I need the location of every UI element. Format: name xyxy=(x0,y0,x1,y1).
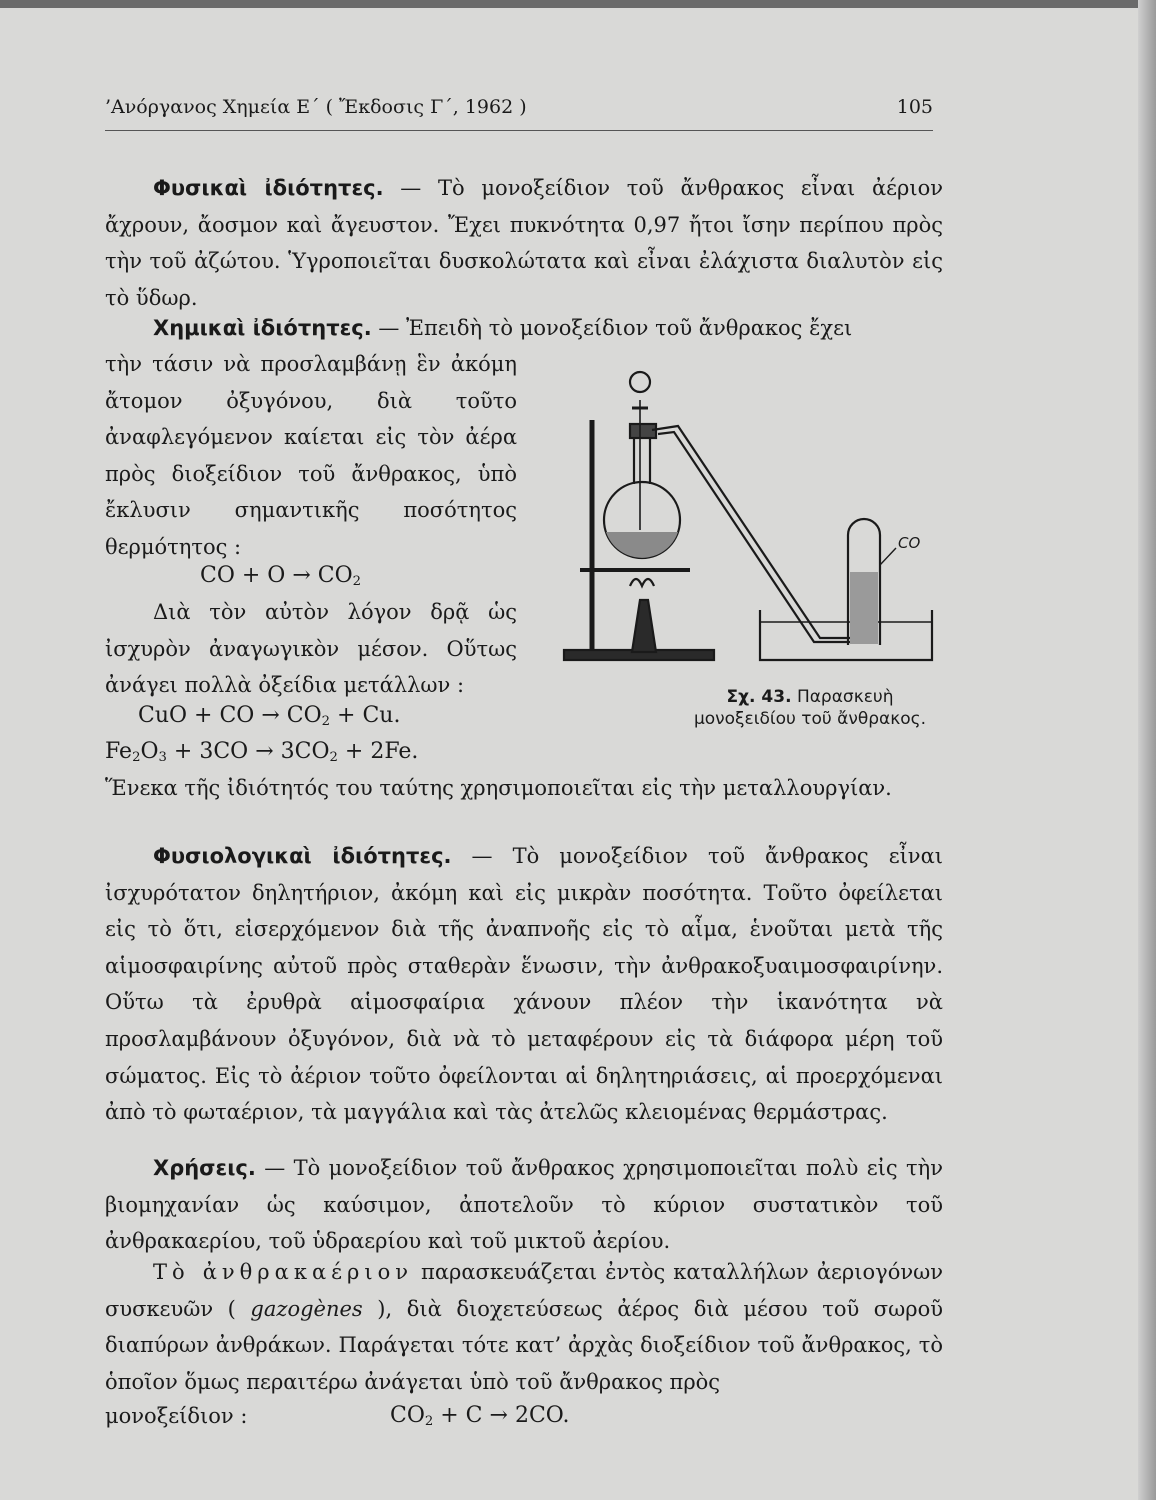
co-pointer xyxy=(880,548,896,565)
flask-liquid xyxy=(606,532,678,558)
eq4-c: + C xyxy=(433,1403,483,1428)
eq2-arrow: → xyxy=(261,703,280,728)
eq3-sub-o: 3 xyxy=(158,750,167,765)
eq1-left: CO + O xyxy=(200,563,286,588)
figure-caption-text: Παρασκευὴ μονοξειδίου τοῦ ἄνθρακος. xyxy=(693,687,927,729)
eq4-arrow: → xyxy=(489,1403,508,1428)
funnel-bulb xyxy=(630,372,650,392)
chemical-properties-intro xyxy=(105,310,943,347)
co-label: CO xyxy=(898,534,921,552)
eq3-fe-product: + 2Fe. xyxy=(337,739,419,764)
physiological-properties-paragraph xyxy=(105,838,943,1131)
trough xyxy=(760,610,932,660)
chemical-properties-body: τὴν τάσιν νὰ προσλαμβάνῃ ἓν ἀκόμη ἄτομον ὀξυγόνου, διὰ τοῦτο ἀναφλεγόμενον καίεται εἰς τὸν ἀέρα πρὸς διοξείδιον τοῦ ἄνθρακος, ὑπὸ ἔκλυσιν σημαντικῆς ποσότητος θερμότητος : xyxy=(105,352,517,559)
eq3-fe: Fe xyxy=(105,739,133,764)
eq1-arrow: → xyxy=(292,563,311,588)
eq3-sub-co2: 2 xyxy=(329,750,338,765)
chemical-properties-intro-text: — Ἐπειδὴ τὸ μονοξείδιον τοῦ ἄνθρακος ἔχει xyxy=(371,316,853,340)
scan-top-edge xyxy=(0,0,1156,8)
physical-properties-heading: Φυσικαὶ ἰδιότητες. xyxy=(153,176,384,200)
eq2-left: CuO + CO xyxy=(138,703,255,728)
monoxide-label: μονοξείδιον : xyxy=(105,1404,248,1428)
gazogenes-term: gazogènes xyxy=(250,1296,363,1321)
eq2-right-b: + Cu. xyxy=(330,703,401,728)
apparatus-figure xyxy=(560,360,940,670)
eq4-sub: 2 xyxy=(424,1414,434,1429)
figure-caption xyxy=(680,686,940,730)
eq3-co2: 3CO xyxy=(280,739,330,764)
scan-right-edge xyxy=(1138,0,1156,1500)
physical-properties-paragraph xyxy=(105,170,943,316)
flame xyxy=(630,579,654,586)
uses-paragraph xyxy=(105,1150,943,1260)
eq3-o: O xyxy=(140,739,159,764)
collecting-tube-water xyxy=(850,572,878,644)
eq4-co: CO xyxy=(390,1403,425,1428)
figure-label: Σχ. 43. xyxy=(726,687,792,707)
flask-stopper xyxy=(630,424,656,438)
producer-gas-text-b: ), διὰ διοχετεύσεως ἀέρος διὰ μέσου τοῦ σωροῦ διαπύρων ἀνθράκων. Παράγεται τότε κατ’ ἀρχὰς διοξείδιον τοῦ ἄνθρακος, τὸ ὁποῖον ὅμως περαιτέρω ἀνάγεται ὑπὸ τοῦ ἄνθρακος πρὸς xyxy=(105,1296,943,1394)
eq3-arrow: → xyxy=(255,739,274,764)
eq3-co: + 3CO xyxy=(166,739,249,764)
eq1-right: CO xyxy=(317,563,353,588)
producer-gas-term: Τὸ ἀνθρακαέριον xyxy=(153,1260,413,1284)
producer-gas-text-a: παρασκευάζεται ἐντὸς καταλλήλων ἀεριογόνων συσκευῶν ( xyxy=(105,1260,943,1321)
burner xyxy=(632,600,656,652)
eq2-sub: 2 xyxy=(321,714,331,729)
eq3-sub-fe: 2 xyxy=(132,750,141,765)
uses-heading: Χρήσεις. xyxy=(153,1156,256,1180)
metallurgy-paragraph: Ἕνεκα τῆς ἰδιότητός του ταύτης χρησιμοποιεῖται εἰς τὴν μεταλλουργίαν. xyxy=(105,776,892,800)
page-number: 105 xyxy=(896,96,933,118)
running-header xyxy=(105,96,933,131)
producer-gas-paragraph xyxy=(105,1254,943,1400)
eq1-sub: 2 xyxy=(352,574,362,589)
eq2-right-a: CO xyxy=(286,703,322,728)
uses-text: — Τὸ μονοξείδιον τοῦ ἄνθρακος χρησιμοποιεῖται πολὺ εἰς τὴν βιομηχανίαν ὡς καύσιμον, ἀποτελοῦν τὸ κύριον συστατικὸν τοῦ ἀνθρακαερίου, τοῦ ὑδραερίου καὶ τοῦ μικτοῦ ἀερίου. xyxy=(105,1156,943,1254)
chemical-properties-heading: Χημικαὶ ἰδιότητες. xyxy=(153,316,372,340)
physiological-properties-heading: Φυσιολογικαὶ ἰδιότητες. xyxy=(153,844,452,868)
physical-properties-text: — Τὸ μονοξείδιον τοῦ ἄνθρακος εἶναι ἀέριον ἄχρουν, ἄοσμον καὶ ἄγευστον. Ἔχει πυκνότητα 0,97 ἤτοι ἴσην περίπου πρὸς τὴν τοῦ ἀζώτου. Ὑγροποιεῖται δυσκολώτατα καὶ εἶναι ἐλάχιστα διαλυτὸν εἰς τὸ ὕδωρ. xyxy=(105,176,944,310)
physiological-properties-text: — Τὸ μονοξείδιον τοῦ ἄνθρακος εἶναι ἰσχυρότατον δηλητήριον, ἀκόμη καὶ εἰς μικρὰν ποσότητα. Τοῦτο ὀφείλεται εἰς τὸ ὅτι, εἰσερχόμενον διὰ τῆς ἀναπνοῆς εἰς τὸ αἷμα, ἑνοῦται μετὰ τῆς αἱμοσφαιρίνης αὐτοῦ πρὸς σταθερὰν ἕνωσιν, τὴν ἀνθρακοξυαιμοσφαιρίνην. Οὕτω τὰ ἐρυθρὰ αἱμοσφαίρια χάνουν πλέον τὴν ἱκανότητα νὰ προσλαμβάνουν ὀξυγόνον, διὰ νὰ τὸ μεταφέρουν εἰς τὰ διάφορα μέρη τοῦ σώματος. Εἰς τὸ ἀέριον τοῦτο ὀφείλονται αἱ δηλητηριάσεις, αἱ προερχόμεναι ἀπὸ τὸ φωταέριον, τὰ μαγγάλια καὶ τὰς ἀτελῶς κλειομένας θερμάστρας. xyxy=(105,844,943,1125)
running-title: ’Ανόργανος Χημεία Ε΄ ( Ἔκδοσις Γ΄, 1962 ) xyxy=(105,96,527,118)
producer-gas-last-line xyxy=(105,1398,247,1434)
delivery-tube xyxy=(652,426,860,638)
reducing-agent-paragraph: Διὰ τὸν αὐτὸν λόγον δρᾷ ὡς ἰσχυρὸν ἀναγωγικὸν μέσον. Οὕτως ἀνάγει πολλὰ ὀξείδια μετάλλων : xyxy=(105,600,517,698)
equation-co2-reduction xyxy=(390,1398,570,1440)
eq4-product: 2CO. xyxy=(514,1403,570,1428)
